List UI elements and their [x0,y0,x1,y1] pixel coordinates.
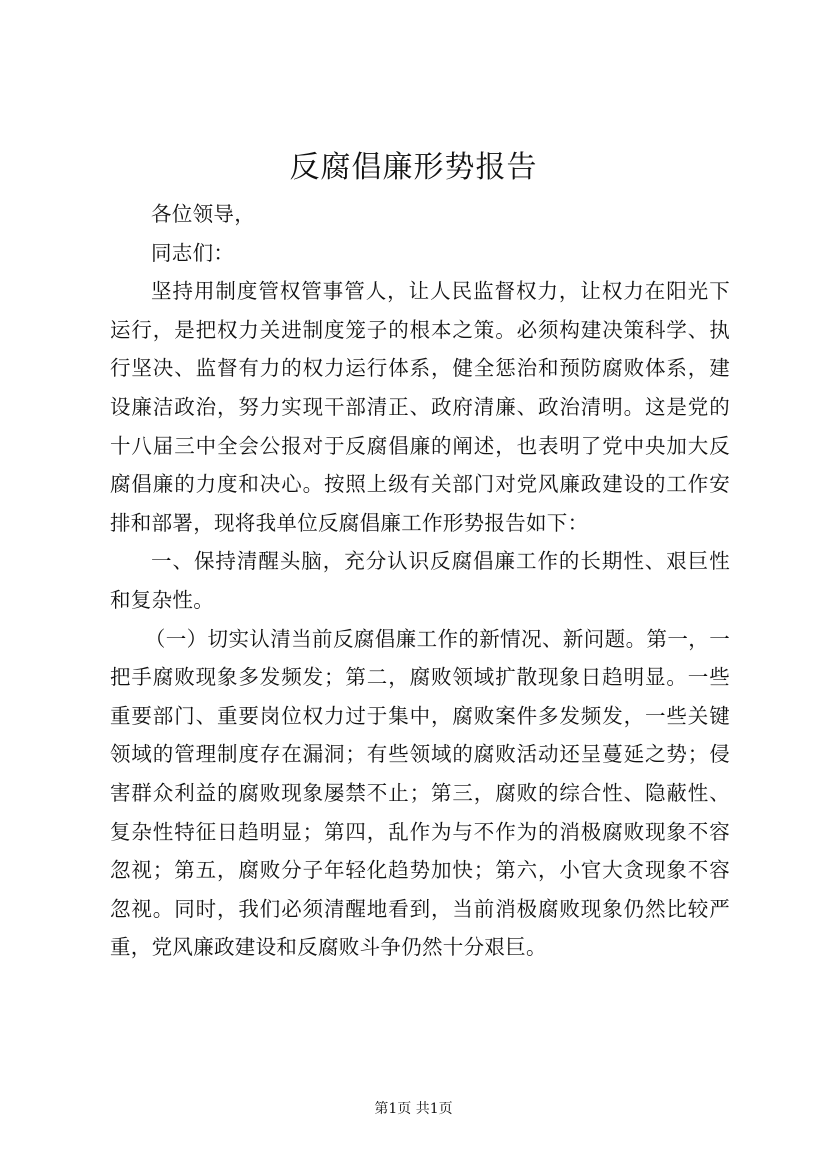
section-heading-1: 一、保持清醒头脑，充分认识反腐倡廉工作的长期性、艰巨性和复杂性。 [110,549,730,612]
page-number-footer: 第1页 共1页 [374,1101,453,1117]
salutation-comrades: 同志们： [151,240,235,265]
intro-paragraph: 坚持用制度管权管事管人，让人民监督权力，让权力在阳光下运行，是把权力关进制度笼子的根本之策。必须构建决策科学、执行坚决、监督有力的权力运行体系，健全惩治和预防腐败体系，建设廉洁政治，努力实现干部清正、政府清廉、政治清明。这是党的十八届三中全会公报对于反腐倡廉的阐述，也表明了党中央加大反腐倡廉的力度和决心。按照上级有关部门对党风廉政建设的工作安排和部署，现将我单位反腐倡廉工作形势报告如下： [110,279,730,535]
subsection-paragraph-1: （一）切实认清当前反腐倡廉工作的新情况、新问题。第一，一把手腐败现象多发频发；第二，腐败领域扩散现象日趋明显。一些重要部门、重要岗位权力过于集中，腐败案件多发频发，一些关键领域的管理制度存在漏洞；有些领域的腐败活动还呈蔓延之势；侵害群众利益的腐败现象屡禁不止；第三，腐败的综合性、隐蔽性、复杂性特征日趋明显；第四，乱作为与不作为的消极腐败现象不容忽视；第五，腐败分子年轻化趋势加快；第六，小官大贪现象不容忽视。同时，我们必须清醒地看到，当前消极腐败现象仍然比较严重，党风廉政建设和反腐败斗争仍然十分艰巨。 [110,626,730,960]
salutation-leaders: 各位领导， [151,202,255,226]
document-body [110,195,730,967]
document-title: 反腐倡廉形势报告 [289,150,538,185]
